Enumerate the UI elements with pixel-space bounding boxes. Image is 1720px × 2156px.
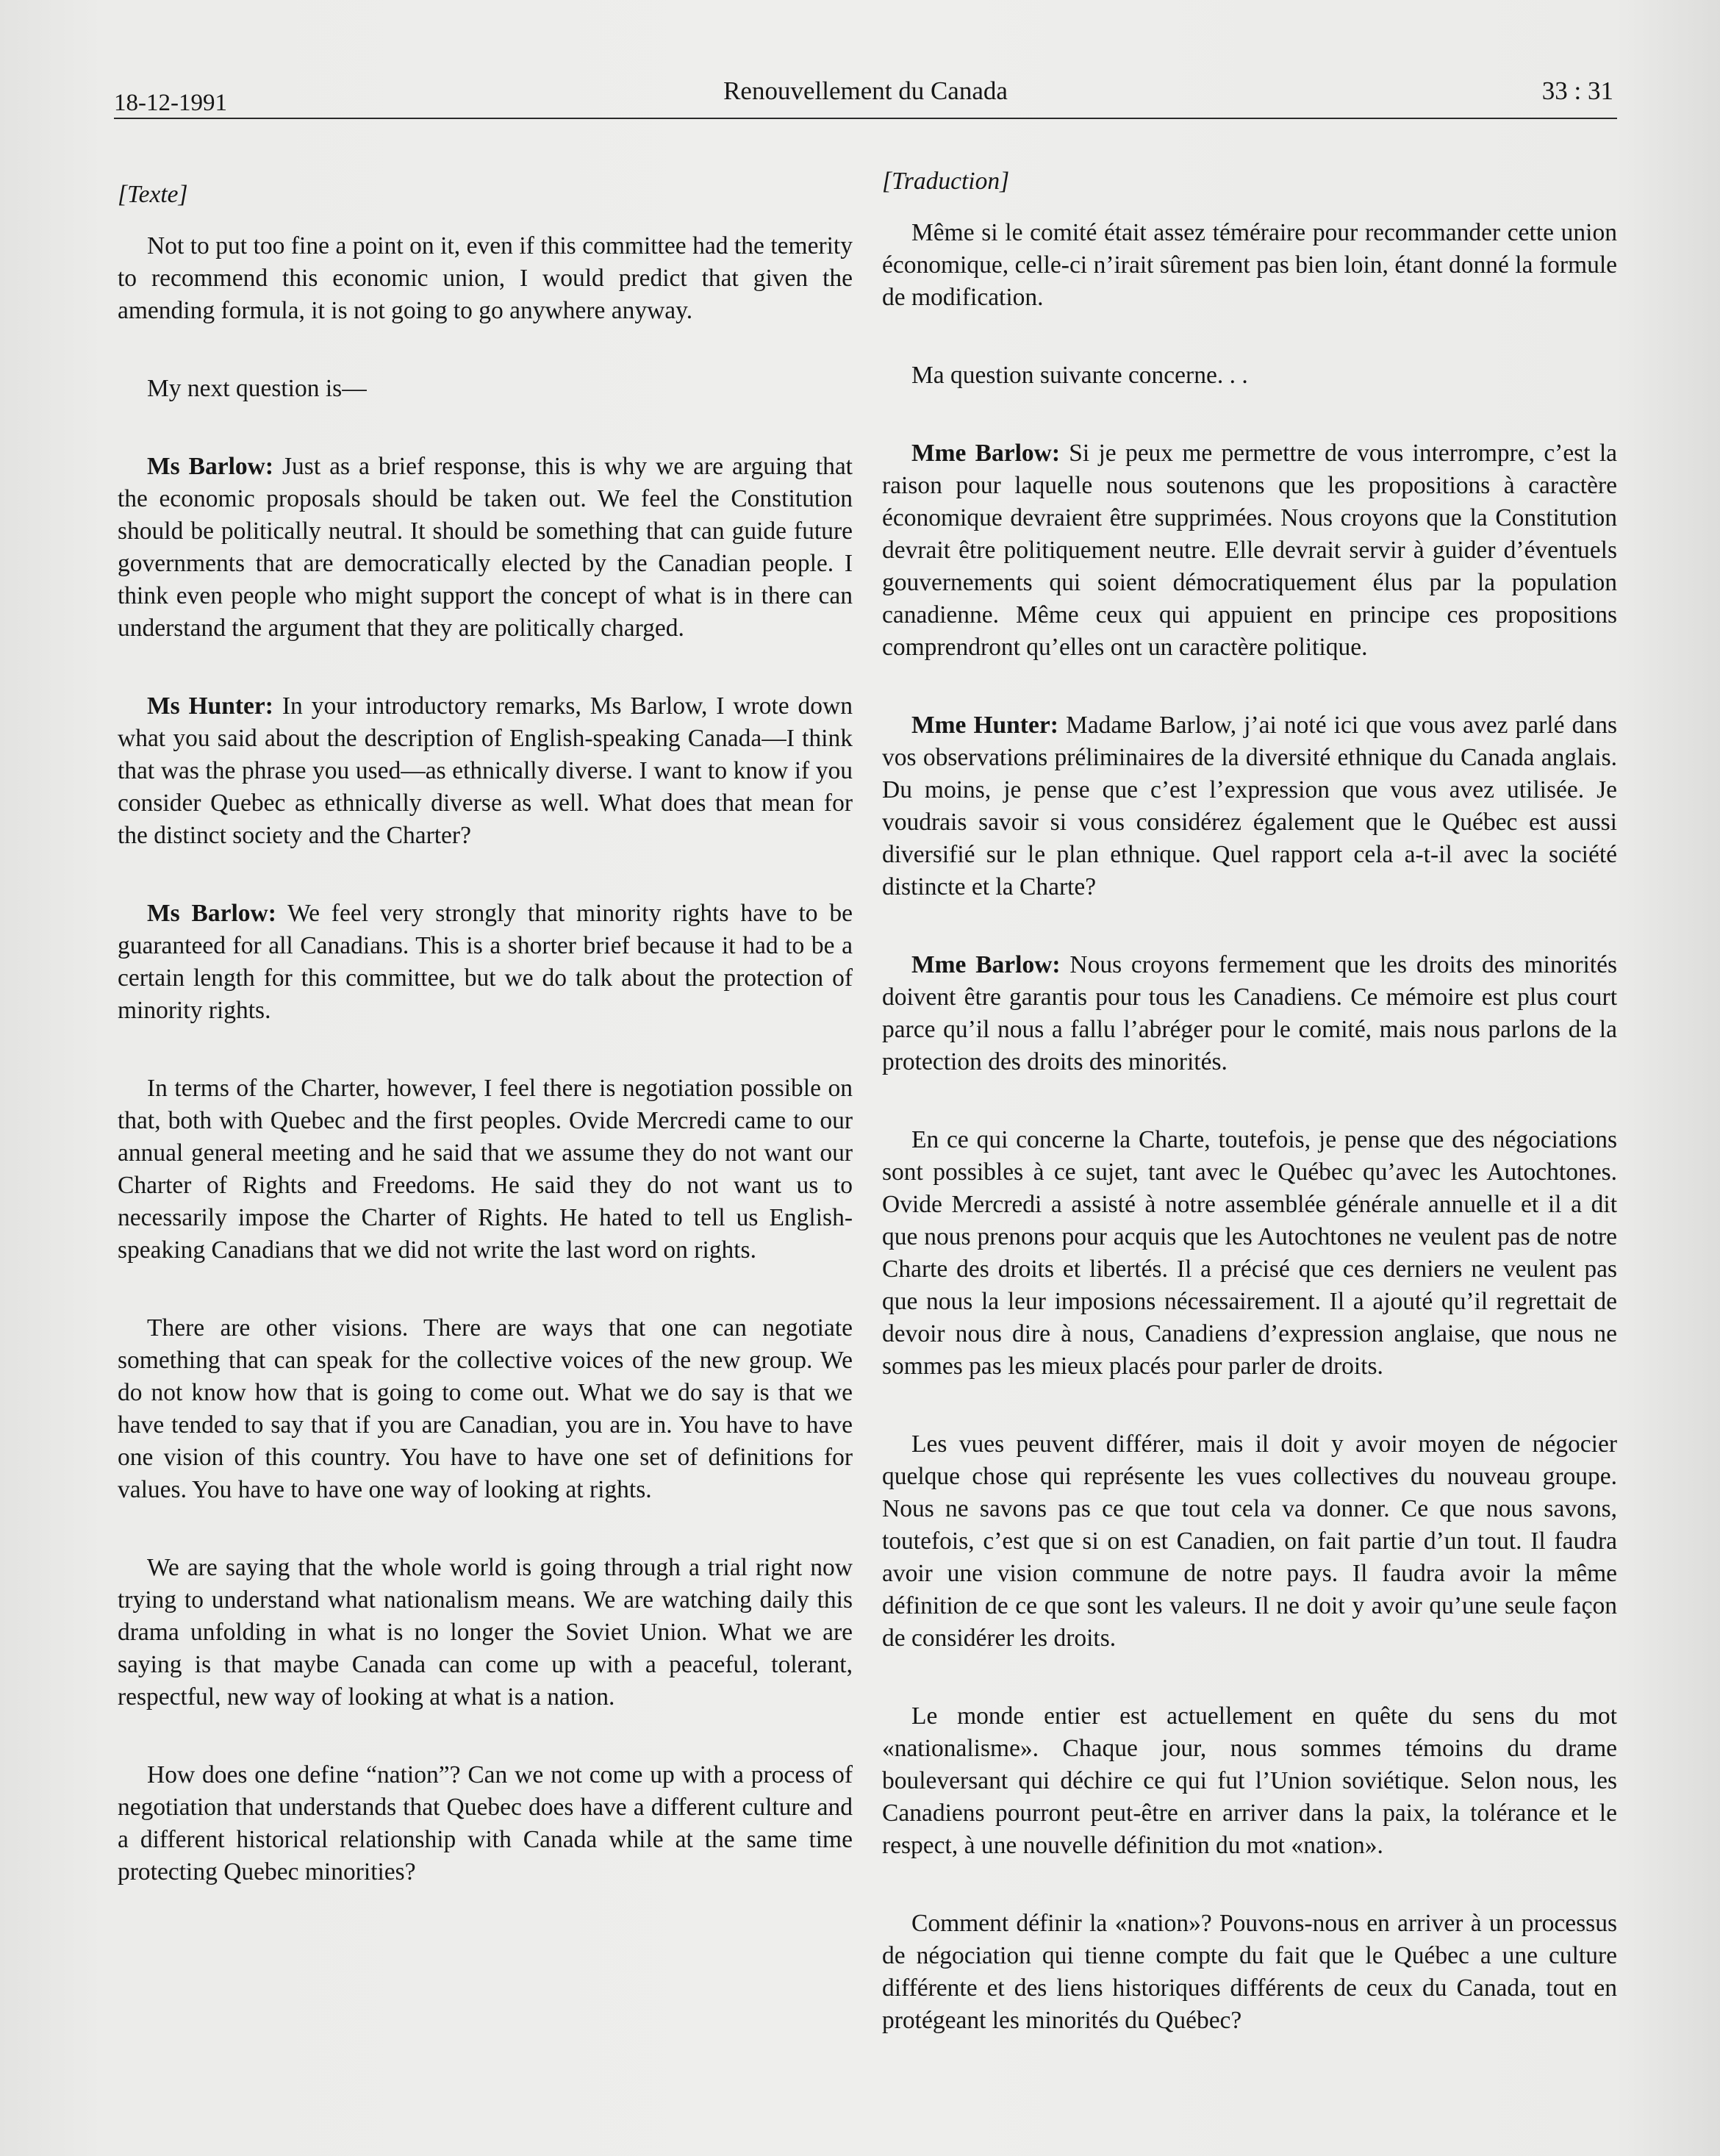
paragraph bbox=[118, 451, 853, 645]
french-column bbox=[882, 165, 1617, 2082]
speech-text: Si je peux me permettre de vous interrompre, c’est la raison pour laquelle nous soutenons que les propositions à caractère économique devraient être supprimées. Nous croyons que la Constitution devrait être politiquement neutre. Elle devrait servir à guider d’éventuels gouvernements qui soient démocratiquement élus par la population canadienne. Même ceux qui appuient en principe ces propositions comprendront qu’elles ont un caractère politique. bbox=[882, 440, 1617, 661]
english-column bbox=[118, 179, 853, 1934]
text-label: [Texte] bbox=[118, 181, 188, 208]
paragraph: Même si le comité était assez téméraire pour recommander cette union économique, celle-ci n’irait sûrement pas bien loin, étant donné la formule de modification. bbox=[882, 219, 1617, 311]
paragraph bbox=[118, 690, 853, 852]
paragraph bbox=[118, 898, 853, 1027]
paragraph: Le monde entier est actuellement en quête du sens du mot «nationalisme». Chaque jour, nous sommes témoins du drame bouleversant qui déchire ce qui fut l’Union soviétique. Selon nous, les Canadiens pourront peut-être en arriver dans la paix, la tolérance et le respect, à une nouvelle définition du mot «nation». bbox=[882, 1702, 1617, 1859]
paragraph: In terms of the Charter, however, I feel there is negotiation possible on that, both with Quebec and the first peoples. Ovide Mercredi came to our annual general meeting and he said that we assume they do not want our Charter of Rights and Freedoms. He said they do not want us to necessarily impose the Charter of Rights. He hated to tell us English-speaking Canadians that we did not write the last word on rights. bbox=[118, 1075, 853, 1264]
speech-text: Madame Barlow, j’ai noté ici que vous avez parlé dans vos observations préliminaires de la diversité ethnique du Canada anglais. Du moins, je pense que c’est l’expression que vous avez utilisée. Je voudrais savoir si vous considérez également que le Québec est aussi diversifié sur le plan ethnique. Quel rapport cela a-t-il avec la société distincte et la Charte? bbox=[882, 712, 1617, 900]
speech-text: We feel very strongly that minority rights have to be guaranteed for all Canadians. This is a shorter brief because it had to be a certain length for this committee, but we do talk about the protection of minority rights. bbox=[118, 900, 853, 1024]
header-title: Renouvellement du Canada bbox=[723, 76, 1008, 105]
paragraph: How does one define “nation”? Can we not come up with a process of negotiation that understands that Quebec does have a different culture and a different historical relationship with Canada while at the same time protecting Quebec minorities? bbox=[118, 1761, 853, 1885]
speech-text: Just as a brief response, this is why we are arguing that the economic proposals should be taken out. We feel the Constitution should be politically neutral. It should be something that can guide future governments that are democratically elected by the Canadian people. I think even people who might support the concept of what is in there can understand the argument that they are politically charged. bbox=[118, 453, 853, 642]
paragraph: En ce qui concerne la Charte, toutefois, je pense que des négociations sont possibles à ce sujet, tant avec le Québec qu’avec les Autochtones. Ovide Mercredi a assisté à notre assemblée générale annuelle et il a dit que nous prenons pour acquis que les Autochtones ne veulent pas de notre Charte des droits et libertés. Il a précisé que ces derniers ne veulent pas que nous la leur imposions nécessairement. Il a ajouté qu’il regrettait de devoir nous dire à nous, Canadiens d’expression anglaise, que nous ne sommes pas les mieux placés pour parler de droits. bbox=[882, 1126, 1617, 1380]
translation-label: [Traduction] bbox=[882, 168, 1010, 195]
header-date: 18-12-1991 bbox=[114, 90, 227, 116]
speech-text: In your introductory remarks, Ms Barlow, I wrote down what you said about the description of English-speaking Canada—I think that was the phrase you used—as ethnically diverse. I want to know if you consider Quebec as ethnically diverse as well. What does that mean for the distinct society and the Charter? bbox=[118, 692, 853, 849]
paragraph bbox=[882, 949, 1617, 1078]
header-page-number: 33 : 31 bbox=[1541, 76, 1613, 105]
paragraph bbox=[882, 709, 1617, 903]
speech-text: Nous croyons fermement que les droits des minorités doivent être garantis pour tous les Canadiens. Ce mémoire est plus court parce qu’il nous a fallu l’abréger pour le comité, mais nous parlons de la protection des droits des minorités. bbox=[882, 951, 1618, 1075]
paragraph: My next question is— bbox=[147, 375, 367, 402]
paragraph: There are other visions. There are ways that one can negotiate something that can speak for the collective voices of the new group. We do not know how that is going to come out. What we do say is that we have tended to say that if you are Canadian, you are in. You have to have one vision of this country. You have to have one set of definitions for values. You have to have one way of looking at rights. bbox=[118, 1314, 853, 1503]
page-header bbox=[114, 74, 1617, 119]
speaker-name: Ms Hunter: bbox=[147, 692, 273, 720]
speaker-name: Mme Barlow: bbox=[911, 951, 1061, 978]
speaker-name: Mme Hunter: bbox=[911, 712, 1058, 739]
paragraph: Not to put too fine a point on it, even if this committee had the temerity to recommend this economic union, I would predict that given the amending formula, it is not going to go anywhere anyway. bbox=[118, 232, 853, 324]
speaker-name: Ms Barlow: bbox=[147, 900, 276, 927]
paragraph: We are saying that the whole world is going through a trial right now trying to understand what nationalism means. We are watching daily this drama unfolding in what is no longer the Soviet Union. What we are saying is that maybe Canada can come up with a peaceful, tolerant, respectful, new way of looking at what is a nation. bbox=[118, 1554, 853, 1711]
speaker-name: Ms Barlow: bbox=[147, 453, 274, 480]
paragraph: Ma question suivante concerne. . . bbox=[911, 362, 1248, 389]
paragraph: Les vues peuvent différer, mais il doit y avoir moyen de négocier quelque chose qui représente les vues collectives du nouveau groupe. Nous ne savons pas ce que tout cela va donner. Ce que nous savons, toutefois, c’est que si on est Canadien, on fait partie d’un tout. Il faudra avoir une vision commune de notre pays. Il faudra avoir la même définition de ce que sont les valeurs. Il ne doit y avoir qu’une seule façon de considérer les droits. bbox=[882, 1430, 1617, 1652]
speaker-name: Mme Barlow: bbox=[911, 440, 1061, 467]
paragraph: Comment définir la «nation»? Pouvons-nous en arriver à un processus de négociation qui tienne compte du fait que le Québec a une culture différente et des liens historiques différents de ceux du Canada, tout en protégeant les minorités du Québec? bbox=[882, 1910, 1617, 2034]
paragraph bbox=[882, 437, 1617, 664]
